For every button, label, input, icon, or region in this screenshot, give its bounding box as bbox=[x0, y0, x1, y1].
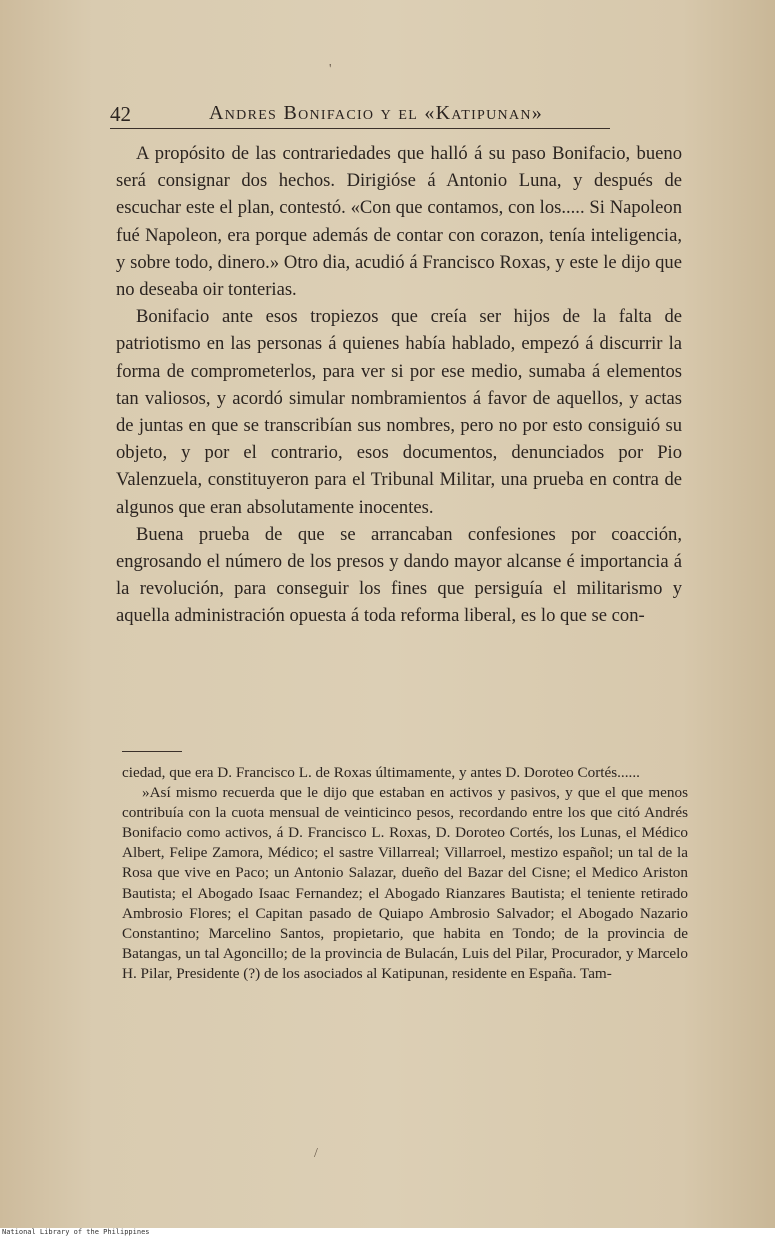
page-number: 42 bbox=[110, 102, 131, 126]
footnotes bbox=[122, 763, 688, 984]
page-header bbox=[110, 98, 610, 128]
footnote: »Así mismo recuerda que le dijo que estaban en activos y pasivos, y que el que menos contribuía con la cuota mensual de veinticinco pesos, recordando entre los que citó Andrés Bonifacio como activos, á D. Francisco L. Roxas, D. Doroteo Cortés, los Lunas, el Médico Albert, Felipe Zamora, Médico; el sastre Villarreal; Villarroel, mestizo español; un tal de la Rosa que vive en Paco; un Antonio Salazar, dueño del Bazar del Cisne; el Medico Ariston Bautista; el Abogado Isaac Fernandez; el Abogado Rianzares Bautista; el teniente retirado Ambrosio Flores; el Capitan pasado de Quiapo Ambrosio Salvador; el Abogado Nazario Constantino; Marcelino Santos, propietario, que habita en Tondo; de la provincia de Batangas, un tal Agoncillo; de la provincia de Bulacán, Luis del Pilar, Procurador, y Marcelo H. Pilar, Presidente (?) de los asociados al Katipunan, residente en España. Tam- bbox=[122, 784, 688, 982]
running-title: Andres Bonifacio y el «Katipunan» bbox=[209, 102, 544, 124]
body-text bbox=[116, 140, 682, 630]
footnote: ciedad, que era D. Francisco L. de Roxas últimamente, y antes D. Doroteo Cortés...... bbox=[122, 764, 640, 781]
paragraph: Bonifacio ante esos tropiezos que creía ser hijos de la falta de patriotismo en las personas á quienes había hablado, empezó á discurrir la forma de comprometerlos, para ver si por ese medio, sumaba á elementos tan valiosos, y acordó simular nombramientos á favor de aquellos, y actas de juntas en que se transcribían sus nombres, pero no por esto consiguió su objeto, y por el contrario, esos documentos, denunciados por Pio Valenzuela, constituyeron para el Tribunal Militar, una prueba en contra de algunos que eran absolutamente inocentes. bbox=[116, 306, 682, 518]
ink-speck: ' bbox=[329, 62, 332, 77]
footnote-rule bbox=[122, 751, 182, 752]
ink-speck: / bbox=[314, 1146, 318, 1161]
header-rule bbox=[110, 128, 610, 129]
paragraph: Buena prueba de que se arrancaban confesiones por coacción, engrosando el número de los presos y dando mayor alcanse é importancia á la revolución, para conseguir los fines que persiguía el militarismo y aquella administración opuesta á toda reforma liberal, es lo que se con- bbox=[116, 523, 682, 627]
paragraph: A propósito de las contrariedades que halló á su paso Bonifacio, bueno será consignar dos hechos. Dirigióse á Antonio Luna, y después de escuchar este el plan, contestó. «Con que contamos, con los..... Si Napoleon fué Napoleon, era porque además de contar con corazon, tenía inteligencia, y sobre todo, dinero.» Otro dia, acudió á Francisco Roxas, y este le dijo que no deseaba oir tonterias. bbox=[116, 143, 682, 301]
library-credit: National Library of the Philippines bbox=[2, 1228, 150, 1236]
